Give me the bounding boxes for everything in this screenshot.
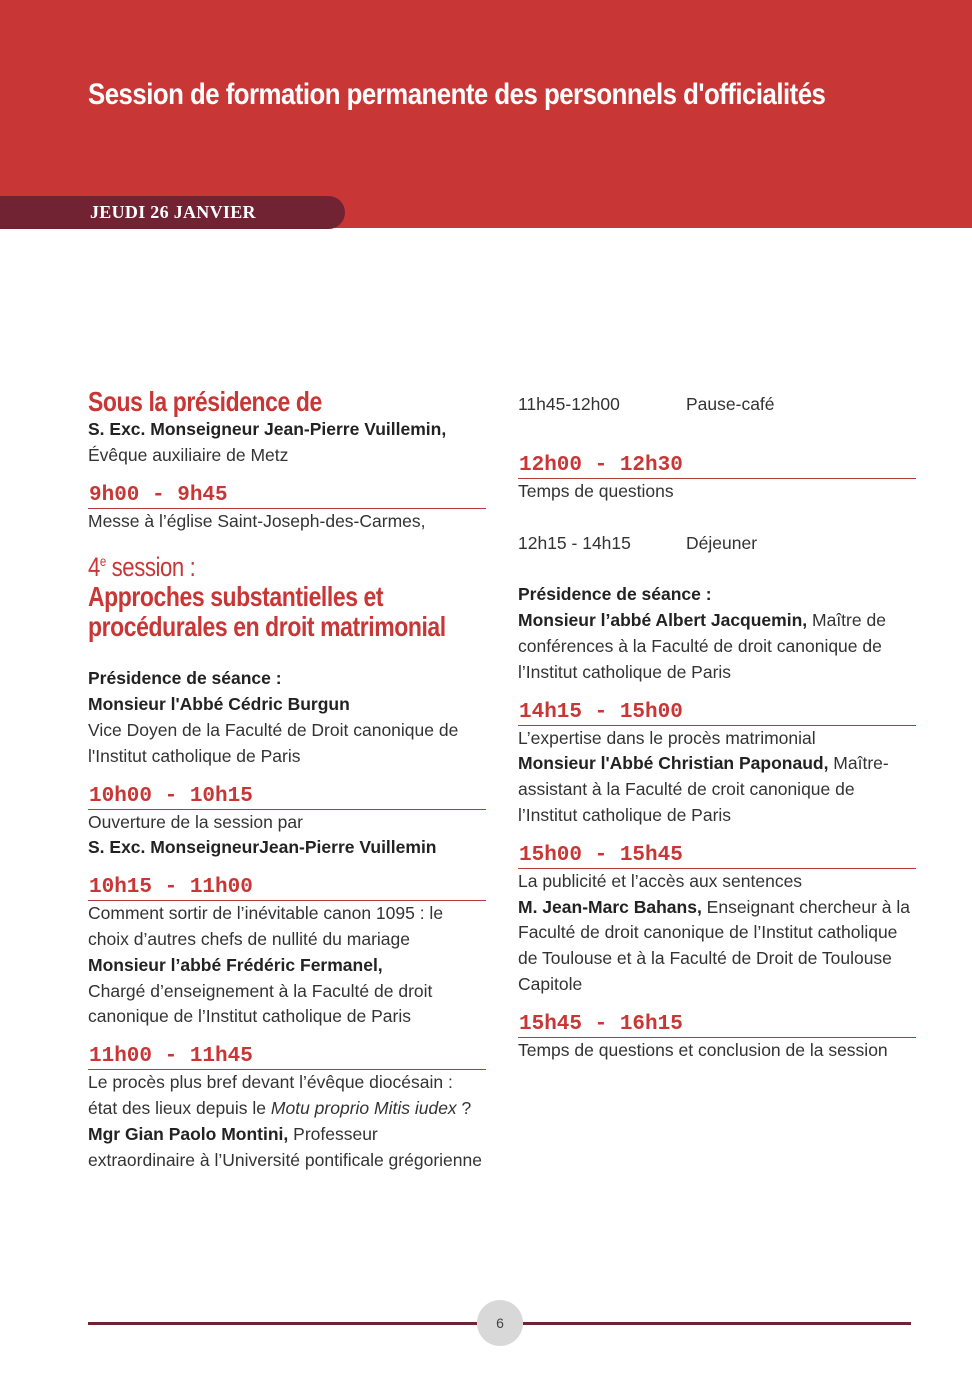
talk-4-speaker-line [518,895,916,998]
time-slot-15h45: 15h45 - 16h15 [518,1013,916,1038]
afternoon-presidence-label: Présidence de séance : [518,584,712,605]
talk-3-title: L’expertise dans le procès matrimonial [518,727,816,748]
session-num-sup: e [99,553,106,570]
talk-2-speaker: Mgr Gian Paolo Montini, [88,1123,289,1144]
talk-2-title [88,1070,486,1122]
time-slot-11h00: 11h00 - 11h45 [88,1045,486,1070]
talk-4-title: La publicité et l’accès aux sentences [518,870,803,891]
talk-2-title-italic: Motu proprio Mitis iudex [270,1097,457,1118]
lunch-time: 12h15 - 14h15 [518,532,631,553]
talk-2-title-a: Le procès plus bref devant l’évêque diocésain : état des lieux depuis le [88,1072,453,1118]
session-num-value: 4 [88,552,100,583]
talk-1-role: Chargé d’enseignement à la Faculté de droit canonique de l’Institut catholique de Paris [88,980,433,1027]
session-title-line-2: procédurales en droit matrimonial [88,611,446,643]
session-number [88,546,414,582]
time-slot-15h00: 15h00 - 15h45 [518,844,916,869]
seance-presidence-label: Présidence de séance : [88,668,282,689]
talk-4-role: Enseignant chercheur à la Faculté de droit canonique de l’Institut catholique de Toulouse et à la Faculté de Droit de Toulouse Capitole [518,896,911,994]
seance-presidence-name: Monsieur l'Abbé Cédric Burgun [88,694,350,715]
seance-presidence-role: Vice Doyen de la Faculté de Droit canonique de l'Institut catholique de Paris [88,719,459,766]
opening-text: Ouverture de la session par [88,811,303,832]
talk-4-speaker: M. Jean-Marc Bahans, [518,896,702,917]
footer-divider-left [88,1322,477,1325]
afternoon-presidence-role: Maître de conférences à la Faculté de droit canonique de l’Institut catholique de Paris [518,610,886,682]
session-word: session : [105,552,196,583]
page-title: Session de formation permanente des personnels d'officialités [88,78,826,111]
footer-divider-right [523,1322,911,1325]
header-banner [0,0,972,212]
pause-time: 11h45-12h00 [518,394,620,414]
presidence-role: Évêque auxiliaire de Metz [88,444,289,465]
time-slot-10h15: 10h15 - 11h00 [88,876,486,901]
time-slot-9h00: 9h00 - 9h45 [88,484,486,509]
lunch-row [518,531,916,557]
talk-3-speaker: Monsieur l'Abbé Christian Paponaud, [518,753,829,774]
talk-3-speaker-line [518,751,916,828]
time-slot-12h00: 12h00 - 12h30 [518,454,916,479]
mass-text: Messe à l’église Saint-Joseph-des-Carmes, [88,510,426,531]
closing-text: Temps de questions et conclusion de la session [518,1039,888,1060]
left-column [88,387,486,1173]
presidence-heading: Sous la présidence de [88,386,322,417]
talk-2-speaker-line [88,1122,486,1174]
right-column [518,392,916,1064]
talk-2-role: Professeur extraordinaire à l’Université pontificale grégorienne [88,1123,482,1170]
page-number: 6 [477,1300,523,1346]
time-slot-10h00: 10h00 - 10h15 [88,785,486,810]
day-label: JEUDI 26 JANVIER [90,202,256,222]
lunch-label: Déjeuner [686,532,758,553]
time-slot-14h15: 14h15 - 15h00 [518,701,916,726]
afternoon-presidence-name: Monsieur l’abbé Albert Jacquemin, [518,610,808,631]
afternoon-presidence [518,608,916,685]
pause-row [518,392,916,418]
opening-name: S. Exc. MonseigneurJean-Pierre Vuillemin [88,837,437,858]
talk-2-title-b: ? [456,1097,472,1118]
session-title-line-1: Approches substantielles et [88,581,384,613]
talk-3-role: Maître-assistant à la Faculté de croit canonique de l’Institut catholique de Paris [518,753,889,825]
presidence-name: S. Exc. Monseigneur Jean-Pierre Vuillemin, [88,419,447,439]
pause-label: Pause-café [686,394,775,414]
talk-1-title: Comment sortir de l’inévitable canon 1095 : le choix d’autres chefs de nullité du mariage [88,903,444,949]
talk-1-speaker: Monsieur l’abbé Frédéric Fermanel, [88,954,383,975]
questions-text: Temps de questions [518,480,674,501]
